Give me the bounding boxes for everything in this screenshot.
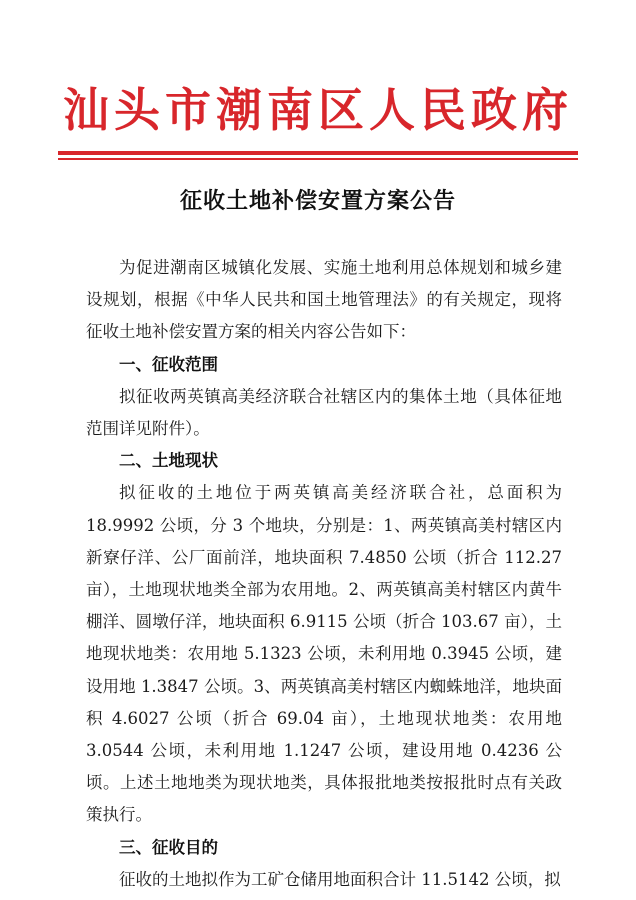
section-heading-land-status: 二、土地现状 — [119, 451, 218, 471]
section-heading-scope: 一、征收范围 — [119, 354, 218, 374]
section-text-purpose: 征收的土地拟作为工矿仓储用地面积合计 11.5142 公顷，拟 — [119, 869, 561, 889]
section-heading-purpose: 三、征收目的 — [119, 837, 218, 857]
section-text-scope: 拟征收两英镇高美经济联合社辖区内的集体土地（具体征地范围详见附件）。 — [86, 386, 562, 439]
masthead-rule-thick — [58, 151, 578, 155]
issuer-masthead: 汕头市潮南区人民政府 — [63, 83, 573, 137]
document-body — [86, 252, 562, 896]
document-title: 征收土地补偿安置方案公告 — [179, 188, 456, 214]
section-text-land-status: 拟征收的土地位于两英镇高美经济联合社，总面积为 18.9992 公顷，分 3 个地块，分别是：1、两英镇高美村辖区内新寮仔洋、公厂面前洋，地块面积 7.4850 公顷（折合 112.27 亩），土地现状地类全部为农用地。2、两英镇高美村辖区内黄牛棚洋、圆墩仔洋，地块面积 6.9115 公顷（折合 103.67 亩），土地现状地类：农用地 5.1323 公顷，未利用地 0.3945 公顷，建设用地 1.3847 公顷。3、两英镇高美村辖区内蜘蛛地洋，地块面积 4.6027 公顷（折合 69.04 亩），土地现状地类：农用地 3.0544 公顷，未利用地 1.1247 公顷，建设用地 0.4236 公顷。上述土地地类为现状地类，具体报批地类按报批时点有关政策执行。 — [86, 483, 562, 825]
masthead-rule-thin — [58, 158, 578, 160]
intro-paragraph: 为促进潮南区城镇化发展、实施土地利用总体规划和城乡建设规划，根据《中华人民共和国土地管理法》的有关规定，现将征收土地补偿安置方案的相关内容公告如下： — [86, 258, 562, 342]
